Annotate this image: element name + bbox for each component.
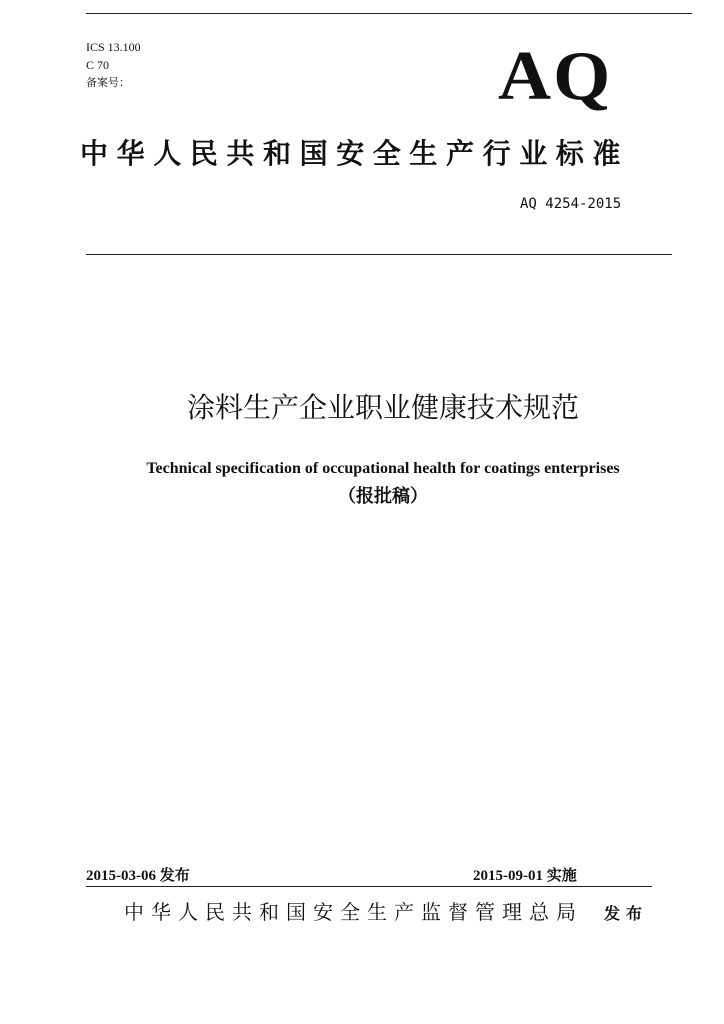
issue-date: 2015-03-06 发布 [86, 868, 190, 884]
top-rule [86, 13, 692, 14]
filing-number-label: 备案号： [86, 76, 130, 89]
effective-date: 2015-09-01 实施 [473, 868, 577, 884]
document-title-en: Technical specification of occupational health for coatings enterprises [146, 460, 620, 477]
standard-code: AQ 4254-2015 [520, 196, 622, 212]
ics-code: ICS 13.100 [86, 40, 141, 54]
aq-logo: AQ [498, 38, 613, 115]
draft-status: （报批稿） [338, 486, 428, 507]
classification-block [86, 38, 141, 92]
standard-category-title: 中华人民共和国安全生产行业标准 [80, 137, 630, 170]
ccs-code: C 70 [86, 58, 110, 72]
publisher-name: 中华人民共和国安全生产监督管理总局 [124, 900, 583, 924]
document-title-cn: 涂料生产企业职业健康技术规范 [186, 391, 579, 424]
publish-action: 发布 [604, 904, 649, 923]
footer-divider [86, 886, 652, 887]
header-divider [86, 254, 672, 255]
